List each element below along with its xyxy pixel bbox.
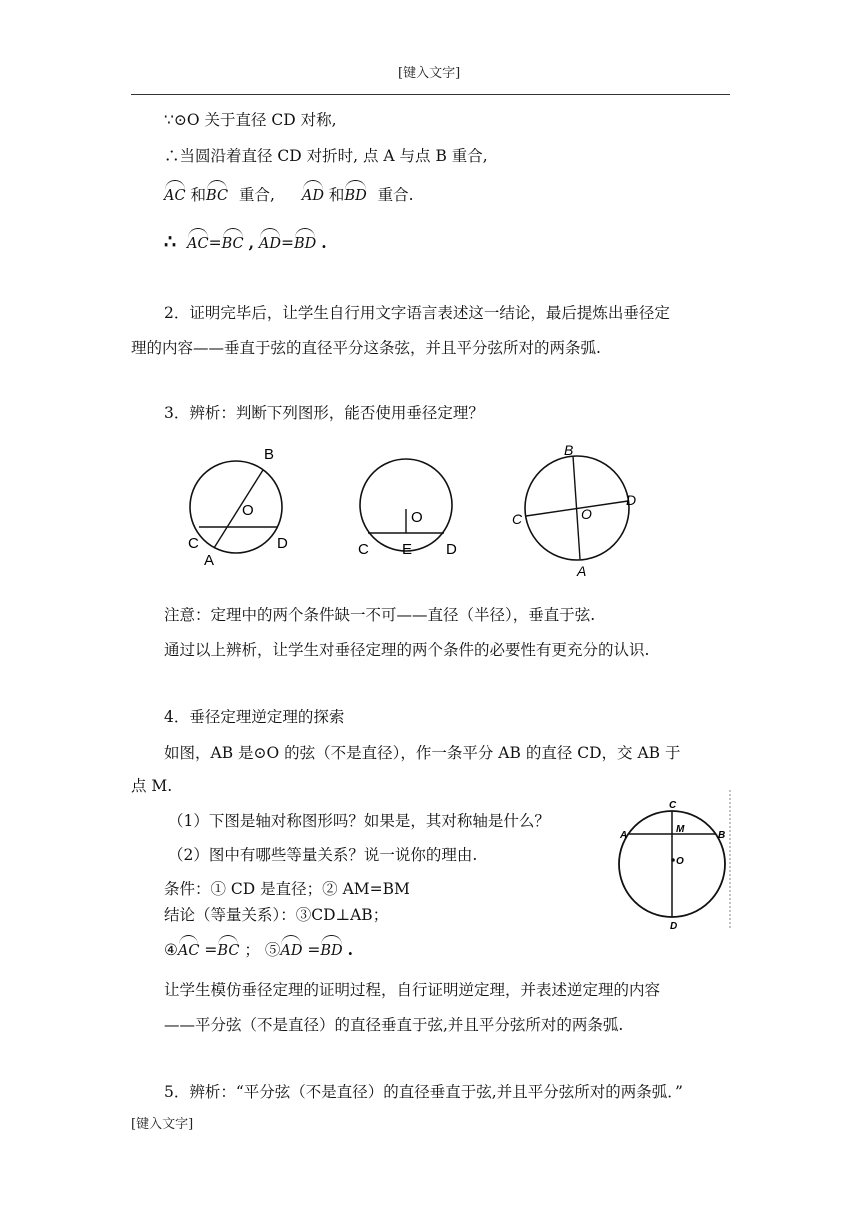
proof-line-3 [164, 180, 414, 206]
word-coincide: 重合, [239, 186, 275, 204]
label-o: O [242, 502, 254, 519]
label-a-4: A [620, 830, 628, 841]
arc-bc-eq: BC [222, 228, 244, 254]
label-d-2: D [446, 541, 457, 558]
equals-sign-4: = [204, 941, 218, 959]
section2-line-1: 2．证明完毕后，让学生自行用文字语言表述这一结论，最后提炼出垂径定 [164, 304, 670, 322]
figure-1 [188, 446, 288, 569]
arc-bd: BD [344, 180, 366, 206]
section4-intro-2: 点 M. [131, 777, 173, 795]
label-m-4: M [676, 824, 685, 835]
therefore-symbol: ∴ [164, 231, 177, 253]
label-d-4: D [670, 921, 678, 930]
section4-arc-equalities [164, 935, 353, 961]
proof-line-2: ∴当圆沿着直径 CD 对折时, 点 A 与点 B 重合, [164, 147, 488, 165]
section4-imitate-1: 让学生模仿垂径定理的证明过程，自行证明逆定理，并表述逆定理的内容 [164, 981, 661, 999]
equals-sign-5: = [307, 941, 321, 959]
section4-condition: 条件：① CD 是直径；② AM=BM [164, 880, 410, 898]
center-point [671, 858, 675, 862]
section3-note: 注意：定理中的两个条件缺一不可——直径（半径），垂直于弦. [164, 606, 596, 624]
label-o-2: O [411, 509, 423, 526]
label-b: B [264, 446, 275, 463]
arc-ad-eq: AD [259, 228, 281, 254]
section5-text: 5．辨析：“平分弦（不是直径）的直径垂直于弦,并且平分弦所对的两条弧．” [164, 1083, 683, 1101]
chord-ab-3 [573, 456, 580, 559]
figures-row [160, 438, 680, 584]
section4-intro-1: 如图，AB 是⊙O 的弦（不是直径），作一条平分 AB 的直径 CD，交 AB 于 [164, 744, 681, 762]
arc-ad: AD [302, 180, 324, 206]
section2-line-2: 理的内容——垂直于弦的直径平分这条弦，并且平分弦所对的两条弧. [131, 339, 601, 357]
figure-2 [358, 459, 457, 558]
word-coincide-2: 重合. [377, 186, 414, 204]
label-d-3: D [626, 492, 637, 508]
label-c: C [188, 535, 199, 552]
comma: , [248, 233, 254, 252]
proof-line-1: ∵⊙O 关于直径 CD 对称, [164, 111, 337, 129]
separator: ； [244, 941, 260, 959]
label-b-4: B [718, 830, 726, 841]
page-header: [键入文字] [398, 66, 461, 81]
arc-bd-eq: BD [294, 228, 316, 254]
section3-title: 3．辨析：判断下列图形，能否使用垂径定理？ [164, 404, 484, 422]
circled-5: ⑤ [264, 941, 281, 959]
inverse-theorem-figure [612, 788, 734, 930]
page-footer: [键入文字] [131, 1117, 194, 1132]
word-and: 和 [190, 186, 207, 204]
label-c-2: C [358, 541, 369, 558]
period: . [321, 233, 327, 252]
label-c-3: C [512, 511, 523, 527]
arc-ac-4: AC [178, 935, 200, 961]
label-d: D [277, 535, 288, 552]
label-a-3: A [577, 563, 587, 579]
arc-bc: BC [206, 180, 228, 206]
section4-q2: （2）图中有哪些等量关系？说一说你的理由. [168, 846, 478, 864]
label-c-4: C [669, 800, 677, 811]
label-e-2: E [402, 541, 413, 558]
section4-q1: （1）下图是轴对称图形吗？如果是，其对称轴是什么？ [168, 812, 550, 830]
circle-2 [360, 459, 452, 551]
label-a: A [204, 552, 215, 569]
chord-ab [214, 470, 263, 548]
section3-summary: 通过以上辨析，让学生对垂径定理的两个条件的必要性有更充分的认识. [164, 641, 650, 659]
equals-sign: = [208, 234, 222, 252]
arc-ac: AC [164, 180, 186, 206]
proof-line-4 [164, 228, 327, 254]
arc-ac-eq: AC [187, 228, 209, 254]
section4-title: 4．垂径定理逆定理的探索 [164, 708, 345, 726]
arc-ad-5: AD [280, 935, 302, 961]
section4-imitate-2: ——平分弦（不是直径）的直径垂直于弦,并且平分弦所对的两条弧. [164, 1016, 624, 1034]
header-rule [131, 94, 730, 95]
label-o-3: O [581, 506, 592, 522]
arc-bd-5: BD [320, 935, 342, 961]
section4-conclusion: 结论（等量关系）：③CD⊥AB； [164, 906, 389, 924]
label-o-4: O [676, 856, 684, 867]
period-4: . [347, 940, 354, 959]
equals-sign-2: = [281, 234, 295, 252]
circle-1 [190, 461, 282, 553]
word-and-2: 和 [328, 186, 345, 204]
figure-3 [512, 442, 636, 579]
label-b-3: B [564, 442, 574, 458]
circled-4: ④ [164, 941, 178, 959]
arc-bc-4: BC [217, 935, 239, 961]
